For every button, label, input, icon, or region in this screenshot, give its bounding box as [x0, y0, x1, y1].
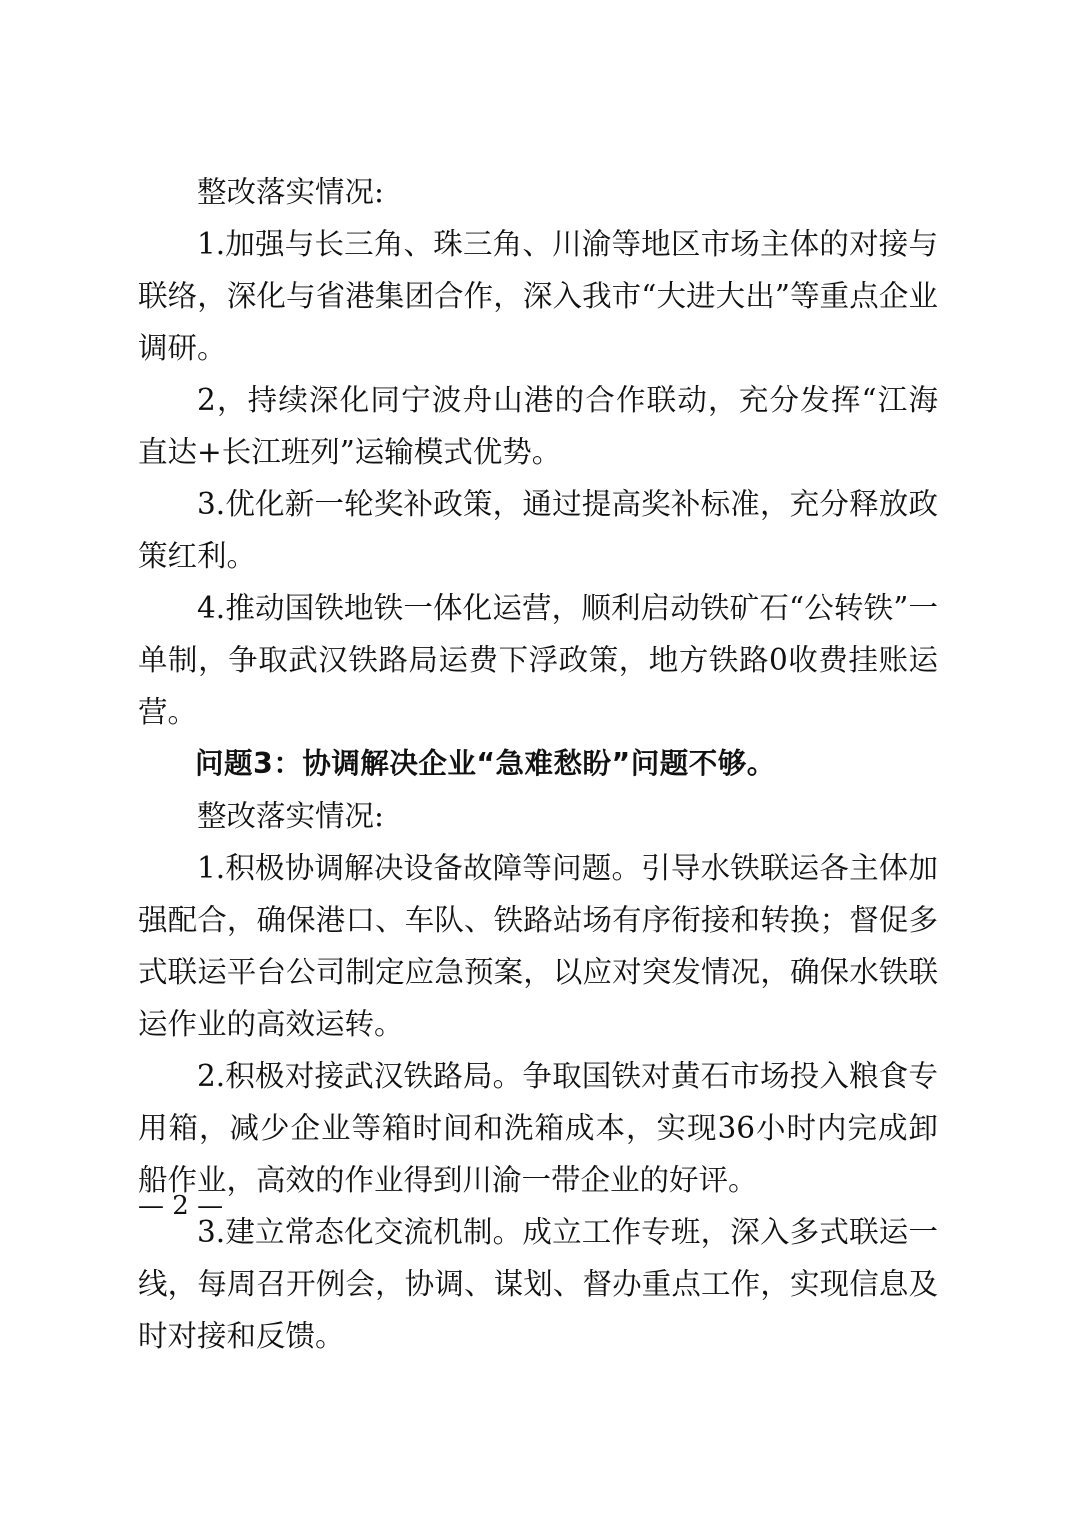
paragraph-item-1: 1.加强与长三角、珠三角、川渝等地区市场主体的对接与联络，深化与省港集团合作，深入我市“大进大出”等重点企业调研。 [138, 227, 938, 365]
paragraph-item-3: 3.优化新一轮奖补政策，通过提高奖补标准，充分释放政策红利。 [138, 487, 938, 573]
document-body [138, 166, 938, 1362]
paragraph-item-4: 4.推动国铁地铁一体化运营，顺利启动铁矿石“公转铁”一单制，争取武汉铁路局运费下浮政策，地方铁路0收费挂账运营。 [138, 591, 938, 729]
paragraph-item-2: 2，持续深化同宁波舟山港的合作联动，充分发挥“江海直达+长江班列”运输模式优势。 [138, 383, 938, 469]
paragraph-measure-2: 2.积极对接武汉铁路局。争取国铁对黄石市场投入粮食专用箱，减少企业等箱时间和洗箱成本，实现36小时内完成卸船作业，高效的作业得到川渝一带企业的好评。 [138, 1059, 938, 1197]
paragraph-measure-3: 3.建立常态化交流机制。成立工作专班，深入多式联运一线，每周召开例会，协调、谋划、督办重点工作，实现信息及时对接和反馈。 [138, 1215, 938, 1353]
paragraph-rectification-status-2: 整改落实情况: [197, 799, 384, 833]
page-number: — 2 — [138, 1191, 224, 1221]
issue-3-heading: 问题3：协调解决企业“急难愁盼”问题不够。 [195, 747, 776, 780]
paragraph-rectification-status-1: 整改落实情况: [197, 175, 384, 209]
paragraph-measure-1: 1.积极协调解决设备故障等问题。引导水铁联运各主体加强配合，确保港口、车队、铁路站场有序衔接和转换；督促多式联运平台公司制定应急预案，以应对突发情况，确保水铁联运作业的高效运转。 [138, 851, 938, 1041]
